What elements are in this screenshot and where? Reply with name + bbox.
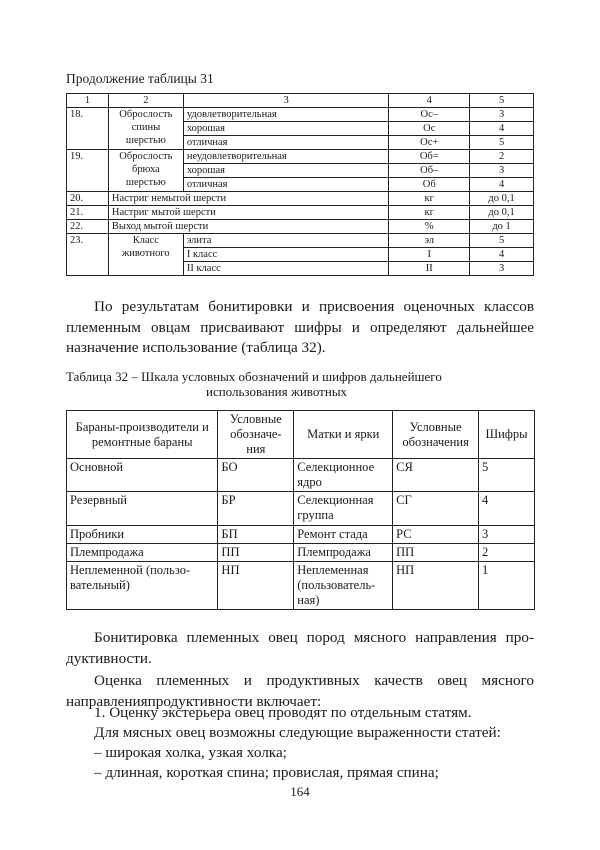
- text-line-traits-text: Для мясных овец возможны следующие выраженности статей:: [94, 724, 501, 741]
- text-line-exterior-text: 1. Оценку экстерьера овец проводят по отдельным статям.: [94, 704, 472, 721]
- table-cell: 2: [479, 544, 535, 562]
- table-cell: ПП: [393, 544, 479, 562]
- code-cell: II: [389, 262, 470, 276]
- header-cell: Шифры: [479, 411, 535, 459]
- table-cell: БР: [218, 492, 294, 526]
- trait-name: Настриг мытой шерсти: [108, 206, 389, 220]
- grade-cell: хорошая: [183, 122, 389, 136]
- trait-name: Оброслость спины шерстью: [108, 108, 183, 150]
- list-item-back: [66, 763, 534, 784]
- table-cell: Основной: [67, 459, 218, 492]
- table-cell: Племпродажа: [294, 544, 393, 562]
- table-cell: Селекционная группа: [294, 492, 393, 526]
- table32-caption: [66, 369, 536, 399]
- table-row: [67, 234, 534, 248]
- header-cell: Условные обозначе-ния: [218, 411, 294, 459]
- text-line-exterior: [66, 703, 534, 724]
- score-cell: до 0,1: [470, 192, 534, 206]
- table-cell: Пробники: [67, 526, 218, 544]
- trait-name: Выход мытой шерсти: [108, 220, 389, 234]
- table-cell: НП: [393, 562, 479, 610]
- paragraph-bonitirovka-text: Бонитировка племенных овец пород мясного направления про-дуктивности.: [66, 629, 534, 667]
- code-cell: Об–: [389, 164, 470, 178]
- table-cell: Неплеменной (пользо-вательный): [67, 562, 218, 610]
- header-cell: 5: [470, 94, 534, 108]
- grade-cell: I класс: [183, 248, 389, 262]
- trait-name: Настриг немытой шерсти: [108, 192, 389, 206]
- table32-caption-line2: использования животных: [206, 384, 348, 399]
- code-cell: Об=: [389, 150, 470, 164]
- trait-name: Класс животного: [108, 234, 183, 276]
- header-cell: Условные обозначения: [393, 411, 479, 459]
- table-cell: 5: [479, 459, 535, 492]
- grade-cell: отличная: [183, 178, 389, 192]
- score-cell: 5: [470, 136, 534, 150]
- list-item-withers: [66, 743, 534, 764]
- score-cell: 3: [470, 108, 534, 122]
- table-cell: СЯ: [393, 459, 479, 492]
- grade-cell: хорошая: [183, 164, 389, 178]
- grade-cell: удовлетворительная: [183, 108, 389, 122]
- paragraph-results: [66, 297, 534, 359]
- table-cell: Племпродажа: [67, 544, 218, 562]
- table-31: [66, 93, 534, 276]
- trait-name: Оброслость брюха шерстью: [108, 150, 183, 192]
- table-cell: БП: [218, 526, 294, 544]
- table-cell: СГ: [393, 492, 479, 526]
- page-number: 164: [290, 784, 310, 799]
- row-number: 20.: [67, 192, 109, 206]
- table-row: [67, 192, 534, 206]
- score-cell: 3: [470, 164, 534, 178]
- list-item-withers-text: – широкая холка, узкая холка;: [94, 744, 287, 761]
- table-cell: 3: [479, 526, 535, 544]
- table-row: [67, 108, 534, 122]
- table-row: [67, 562, 535, 610]
- table-row: [67, 544, 535, 562]
- table-cell: 4: [479, 492, 535, 526]
- table-32: [66, 410, 535, 610]
- grade-cell: неудовлетворительная: [183, 150, 389, 164]
- header-cell: Матки и ярки: [294, 411, 393, 459]
- header-cell: 1: [67, 94, 109, 108]
- table-cell: Неплеменная (пользователь-ная): [294, 562, 393, 610]
- score-cell: 4: [470, 122, 534, 136]
- header-cell: 4: [389, 94, 470, 108]
- score-cell: до 1: [470, 220, 534, 234]
- code-cell: кг: [389, 206, 470, 220]
- code-cell: эл: [389, 234, 470, 248]
- score-cell: 2: [470, 150, 534, 164]
- paragraph-bonitirovka: [66, 628, 534, 669]
- row-number: 21.: [67, 206, 109, 220]
- header-cell: 2: [108, 94, 183, 108]
- table-row: [67, 206, 534, 220]
- list-item-back-text: – длинная, короткая спина; провислая, прямая спина;: [94, 764, 439, 781]
- grade-cell: элита: [183, 234, 389, 248]
- paragraph-results-text: По результатам бонитировки и присвоения оценочных классов племенным овцам присваивают шифры и определяют дальнейшее назначение использование (таблица 32).: [66, 298, 534, 356]
- code-cell: I: [389, 248, 470, 262]
- text-line-traits: [66, 723, 534, 744]
- table-row: [67, 220, 534, 234]
- grade-cell: II класс: [183, 262, 389, 276]
- table32-caption-line1: Таблица 32 – Шкала условных обозначений и шифров дальнейшего: [66, 369, 442, 384]
- table-header-row: [67, 411, 535, 459]
- table-header-row: [67, 94, 534, 108]
- table-cell: НП: [218, 562, 294, 610]
- table-row: [67, 526, 535, 544]
- score-cell: 4: [470, 178, 534, 192]
- table-cell: Селекционное ядро: [294, 459, 393, 492]
- score-cell: до 0,1: [470, 206, 534, 220]
- row-number: 23.: [67, 234, 109, 276]
- header-cell: Бараны-производители и ремонтные бараны: [67, 411, 218, 459]
- table-cell: БО: [218, 459, 294, 492]
- table-cell: ПП: [218, 544, 294, 562]
- row-number: 19.: [67, 150, 109, 192]
- code-cell: Ос: [389, 122, 470, 136]
- code-cell: Ос+: [389, 136, 470, 150]
- score-cell: 4: [470, 248, 534, 262]
- code-cell: Ос–: [389, 108, 470, 122]
- grade-cell: отличная: [183, 136, 389, 150]
- code-cell: %: [389, 220, 470, 234]
- table-row: [67, 150, 534, 164]
- header-cell: 3: [183, 94, 389, 108]
- code-cell: Об: [389, 178, 470, 192]
- table-cell: 1: [479, 562, 535, 610]
- table-cell: Ремонт стада: [294, 526, 393, 544]
- row-number: 22.: [67, 220, 109, 234]
- code-cell: кг: [389, 192, 470, 206]
- score-cell: 3: [470, 262, 534, 276]
- table-cell: Резервный: [67, 492, 218, 526]
- paragraph-evaluation-text: Оценка племенных и продуктивных качеств овец мясного направленияпродуктивности включает:: [66, 672, 534, 710]
- table-row: [67, 492, 535, 526]
- table-row: [67, 459, 535, 492]
- table-cell: РС: [393, 526, 479, 544]
- score-cell: 5: [470, 234, 534, 248]
- table31-caption: Продолжение таблицы 31: [66, 71, 214, 86]
- row-number: 18.: [67, 108, 109, 150]
